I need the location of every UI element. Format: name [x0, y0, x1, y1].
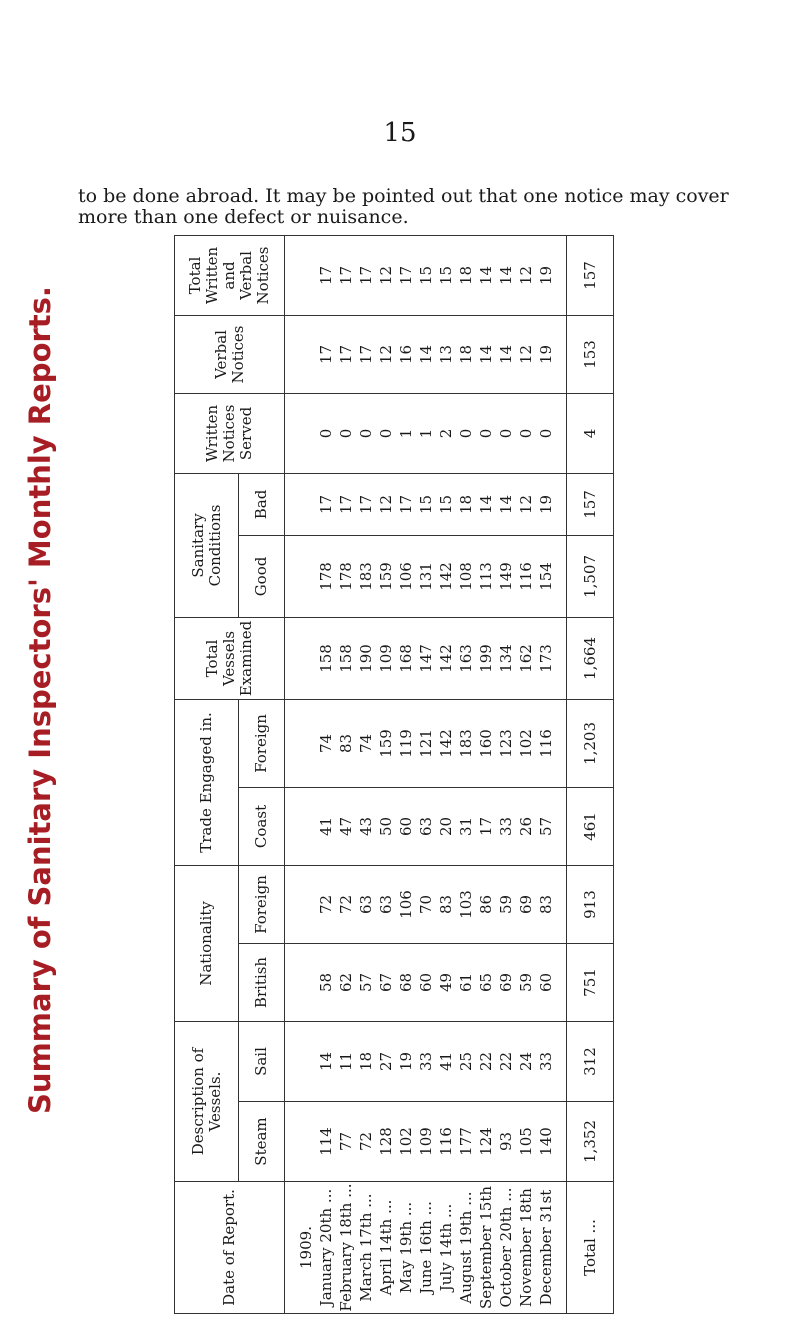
data-cell: 149	[496, 562, 515, 591]
data-cell: 50	[376, 816, 395, 837]
total-notices: 157	[567, 235, 614, 315]
data-cell: 17	[476, 816, 495, 837]
data-cell: 108	[456, 562, 475, 591]
data-cell: 124	[476, 1127, 495, 1156]
data-cell: 25	[456, 1051, 475, 1072]
data-cell: 31	[456, 816, 475, 837]
data-cell: 14	[476, 344, 495, 365]
data-cell: 12	[516, 494, 535, 515]
data-cell: 74	[316, 733, 335, 754]
data-cell: 128	[376, 1127, 395, 1156]
data-cell: 178	[316, 562, 335, 591]
header-steam: Steam	[239, 1102, 285, 1182]
data-cell: 74	[356, 733, 375, 754]
data-cell: 12	[376, 265, 395, 286]
date-cell: August 19th ...	[456, 1191, 475, 1304]
data-cell: 17	[356, 494, 375, 515]
header-total-vessels: Total Vessels Examined	[175, 617, 285, 699]
data-cell: 63	[416, 816, 435, 837]
intro-paragraph: to be done abroad. It may be pointed out that one notice may cover more than one defect or nuisance.	[78, 185, 729, 228]
cell-spacer	[296, 394, 316, 473]
header-foreign: Foreign	[239, 865, 285, 943]
data-cell: 2	[436, 428, 455, 439]
data-cell: 17	[396, 494, 415, 515]
data-cell: 142	[436, 729, 455, 758]
header-verbal: Verbal Notices	[175, 315, 285, 393]
data-cell: 17	[316, 265, 335, 286]
data-cell: 12	[376, 344, 395, 365]
summary-table	[174, 235, 614, 1314]
data-cell: 162	[516, 644, 535, 673]
data-cell: 160	[476, 729, 495, 758]
data-cell: 69	[496, 972, 515, 993]
data-cell: 14	[316, 1051, 335, 1072]
year-label: 1909.	[296, 1226, 315, 1269]
data-cell: 33	[416, 1051, 435, 1072]
written-column	[285, 393, 567, 473]
data-cell: 67	[376, 972, 395, 993]
cell-spacer	[296, 788, 316, 865]
data-cell: 0	[536, 428, 555, 439]
total-good: 1,507	[567, 535, 614, 617]
data-cell: 142	[436, 562, 455, 591]
header-written: Written Notices Served	[175, 393, 285, 473]
data-cell: 103	[456, 890, 475, 919]
data-cell: 20	[436, 816, 455, 837]
header-description: Description of Vessels.	[175, 1021, 239, 1181]
foreign-column	[285, 865, 567, 943]
data-cell: 70	[416, 894, 435, 915]
cell-spacer	[296, 236, 316, 315]
data-cell: 17	[316, 344, 335, 365]
data-cell: 83	[336, 733, 355, 754]
data-cell: 116	[536, 729, 555, 758]
data-cell: 0	[356, 428, 375, 439]
data-cell: 69	[516, 894, 535, 915]
data-cell: 106	[396, 562, 415, 591]
data-cell: 22	[476, 1051, 495, 1072]
data-cell: 18	[456, 494, 475, 515]
data-cell: 60	[416, 972, 435, 993]
date-cell: May 19th ...	[396, 1201, 415, 1294]
sail-column	[285, 1021, 567, 1101]
verbal-column	[285, 315, 567, 393]
data-cell: 0	[336, 428, 355, 439]
date-cell: January 20th ...	[316, 1188, 335, 1307]
data-cell: 77	[336, 1131, 355, 1152]
data-cell: 63	[356, 894, 375, 915]
data-cell: 116	[516, 562, 535, 591]
good-column	[285, 535, 567, 617]
data-cell: 183	[356, 562, 375, 591]
total-steam: 1,352	[567, 1102, 614, 1182]
cell-spacer	[296, 316, 316, 393]
data-cell: 12	[516, 344, 535, 365]
data-cell: 13	[436, 344, 455, 365]
page-number: 15	[383, 118, 417, 148]
summary-table-frame	[174, 236, 614, 1314]
header-bad: Bad	[239, 473, 285, 535]
data-cell: 17	[396, 265, 415, 286]
data-cell: 17	[356, 344, 375, 365]
data-cell: 14	[496, 494, 515, 515]
date-cell: October 20th ...	[496, 1187, 515, 1308]
header-trade-foreign: Foreign	[239, 699, 285, 787]
date-column	[285, 1182, 567, 1314]
header-british: British	[239, 943, 285, 1021]
data-cell: 33	[536, 1051, 555, 1072]
data-cell: 59	[496, 894, 515, 915]
data-cell: 68	[396, 972, 415, 993]
data-cell: 159	[376, 729, 395, 758]
date-cell: December 31st	[536, 1189, 555, 1306]
data-cell: 183	[456, 729, 475, 758]
total-written: 4	[567, 393, 614, 473]
total-notices-column	[285, 235, 567, 315]
data-cell: 19	[536, 344, 555, 365]
data-cell: 121	[416, 729, 435, 758]
bad-column	[285, 473, 567, 535]
data-cell: 18	[356, 1051, 375, 1072]
data-cell: 14	[416, 344, 435, 365]
header-total-notices: Total Written and Verbal Notices	[175, 235, 285, 315]
data-cell: 22	[496, 1051, 515, 1072]
data-cell: 19	[536, 494, 555, 515]
data-cell: 57	[356, 972, 375, 993]
total-sail: 312	[567, 1021, 614, 1101]
data-cell: 60	[396, 816, 415, 837]
data-cell: 131	[416, 562, 435, 591]
cell-spacer	[296, 944, 316, 1021]
data-cell: 49	[436, 972, 455, 993]
data-cell: 12	[516, 265, 535, 286]
data-cell: 102	[516, 729, 535, 758]
side-title: Summary of Sanitary Inspectors' Monthly Reports.	[23, 286, 57, 1114]
data-cell: 24	[516, 1051, 535, 1072]
data-cell: 72	[336, 894, 355, 915]
data-cell: 72	[356, 1131, 375, 1152]
data-cell: 173	[536, 644, 555, 673]
data-cell: 17	[356, 265, 375, 286]
data-cell: 41	[436, 1051, 455, 1072]
data-cell: 178	[336, 562, 355, 591]
date-cell: July 14th ...	[436, 1203, 455, 1292]
data-cell: 15	[416, 265, 435, 286]
data-cell: 19	[396, 1051, 415, 1072]
date-cell: February 18th ...	[336, 1183, 355, 1312]
data-cell: 147	[416, 644, 435, 673]
data-cell: 102	[396, 1127, 415, 1156]
date-cell: March 17th ...	[356, 1193, 375, 1302]
data-cell: 140	[536, 1127, 555, 1156]
data-cell: 1	[416, 428, 435, 439]
total-verbal: 153	[567, 315, 614, 393]
data-cell: 113	[476, 562, 495, 591]
total-trade-foreign: 1,203	[567, 699, 614, 787]
total-british: 751	[567, 943, 614, 1021]
data-cell: 0	[456, 428, 475, 439]
data-cell: 14	[476, 494, 495, 515]
header-sanitary: Sanitary Conditions	[175, 473, 239, 617]
date-cell: November 18th	[516, 1188, 535, 1307]
data-cell: 83	[436, 894, 455, 915]
data-cell: 17	[316, 494, 335, 515]
data-cell: 19	[536, 265, 555, 286]
data-cell: 158	[336, 644, 355, 673]
british-column	[285, 943, 567, 1021]
data-cell: 0	[516, 428, 535, 439]
data-cell: 0	[376, 428, 395, 439]
data-cell: 17	[336, 265, 355, 286]
data-cell: 158	[316, 644, 335, 673]
data-cell: 163	[456, 644, 475, 673]
data-cell: 26	[516, 816, 535, 837]
coast-column	[285, 787, 567, 865]
steam-column	[285, 1102, 567, 1182]
trade-foreign-column	[285, 699, 567, 787]
data-cell: 1	[396, 428, 415, 439]
data-cell: 63	[376, 894, 395, 915]
header-sail: Sail	[239, 1021, 285, 1101]
data-cell: 109	[416, 1127, 435, 1156]
data-cell: 0	[496, 428, 515, 439]
cell-spacer	[296, 618, 316, 699]
total-coast: 461	[567, 787, 614, 865]
data-cell: 123	[496, 729, 515, 758]
data-cell: 17	[336, 494, 355, 515]
data-cell: 14	[476, 265, 495, 286]
cell-spacer	[296, 1022, 316, 1101]
data-cell: 17	[336, 344, 355, 365]
data-cell: 119	[396, 729, 415, 758]
data-cell: 177	[456, 1127, 475, 1156]
data-cell: 0	[476, 428, 495, 439]
data-cell: 114	[316, 1127, 335, 1156]
data-cell: 62	[336, 972, 355, 993]
data-cell: 14	[496, 265, 515, 286]
data-cell: 27	[376, 1051, 395, 1072]
data-cell: 61	[456, 972, 475, 993]
data-cell: 0	[316, 428, 335, 439]
data-cell: 15	[436, 494, 455, 515]
data-cell: 43	[356, 816, 375, 837]
cell-spacer	[296, 866, 316, 943]
data-cell: 86	[476, 894, 495, 915]
data-cell: 190	[356, 644, 375, 673]
header-date: Date of Report.	[175, 1182, 285, 1314]
total-vessels-column	[285, 617, 567, 699]
data-cell: 72	[316, 894, 335, 915]
data-cell: 154	[536, 562, 555, 591]
header-coast: Coast	[239, 787, 285, 865]
total-bad: 157	[567, 473, 614, 535]
total-foreign: 913	[567, 865, 614, 943]
data-cell: 41	[316, 816, 335, 837]
data-cell: 105	[516, 1127, 535, 1156]
data-cell: 11	[336, 1051, 355, 1072]
header-good: Good	[239, 535, 285, 617]
data-cell: 60	[536, 972, 555, 993]
data-cell: 109	[376, 644, 395, 673]
data-cell: 57	[536, 816, 555, 837]
total-vessels-examined: 1,664	[567, 617, 614, 699]
data-cell: 15	[436, 265, 455, 286]
data-cell: 15	[416, 494, 435, 515]
header-trade: Trade Engaged in.	[175, 699, 239, 865]
data-cell: 16	[396, 344, 415, 365]
date-cell: April 14th ...	[376, 1199, 395, 1296]
data-cell: 59	[516, 972, 535, 993]
data-cell: 142	[436, 644, 455, 673]
cell-spacer	[296, 1102, 316, 1181]
totals-label: Total ...	[567, 1182, 614, 1314]
data-cell: 47	[336, 816, 355, 837]
data-cell: 199	[476, 644, 495, 673]
data-cell: 168	[396, 644, 415, 673]
data-cell: 93	[496, 1131, 515, 1152]
data-cell: 18	[456, 265, 475, 286]
data-cell: 159	[376, 562, 395, 591]
data-cell: 14	[496, 344, 515, 365]
data-cell: 106	[396, 890, 415, 919]
data-cell: 134	[496, 644, 515, 673]
data-cell: 65	[476, 972, 495, 993]
cell-spacer	[296, 474, 316, 535]
data-cell: 33	[496, 816, 515, 837]
data-cell: 58	[316, 972, 335, 993]
header-nationality: Nationality	[175, 865, 239, 1021]
cell-spacer	[296, 700, 316, 787]
data-cell: 83	[536, 894, 555, 915]
date-cell: June 16th ...	[416, 1201, 435, 1294]
date-cell: September 15th	[476, 1185, 495, 1310]
data-cell: 18	[456, 344, 475, 365]
data-cell: 12	[376, 494, 395, 515]
data-cell: 116	[436, 1127, 455, 1156]
cell-spacer	[296, 536, 316, 617]
